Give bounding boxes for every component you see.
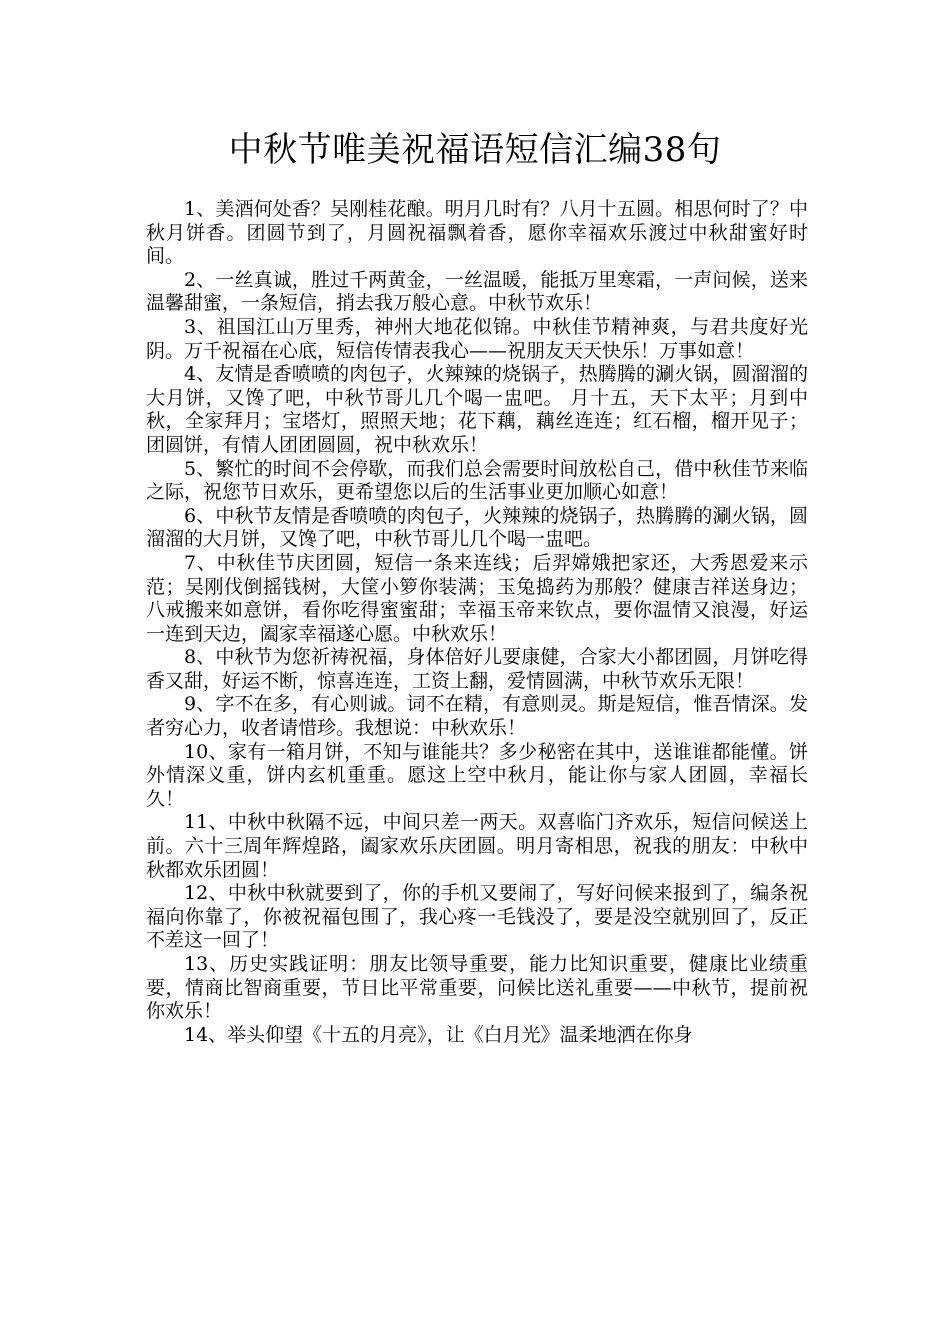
paragraph: 12、中秋中秋就要到了，你的手机又要闹了，写好问候来报到了，编条祝福向你靠了，你被祝福包围了，我心疼一毛钱没了，要是没空就别回了，反正不差这一回了！ [146, 882, 808, 952]
paragraph: 3、祖国江山万里秀，神州大地花似锦。中秋佳节精神爽，与君共度好光阴。万千祝福在心底，短信传情表我心——祝朋友天天快乐！万事如意！ [146, 315, 808, 362]
paragraph: 14、举头仰望《十五的月亮》，让《白月光》温柔地洒在你身 [184, 1023, 693, 1046]
paragraph: 1、美酒何处香？吴刚桂花酿。明月几时有？八月十五圆。相思何时了？中秋月饼香。团圆节到了，月圆祝福飘着香，愿你幸福欢乐渡过中秋甜蜜好时间。 [146, 198, 808, 268]
paragraph: 13、历史实践证明：朋友比领导重要，能力比知识重要，健康比业绩重要，情商比智商重要，节日比平常重要，问候比送礼重要——中秋节，提前祝你欢乐！ [146, 953, 808, 1023]
paragraph: 4、友情是香喷喷的肉包子，火辣辣的烧锅子，热腾腾的涮火锅，圆溜溜的大月饼，又馋了吧，中秋节哥儿几个喝一盅吧。 月十五，天下太平；月到中秋，全家拜月；宝塔灯，照照天地；花下藕，藕丝连连；红石榴，榴开见子；团圆饼，有情人团团圆圆，祝中秋欢乐！ [146, 363, 808, 456]
paragraph: 8、中秋节为您祈祷祝福，身体倍好儿要康健，合家大小都团圆，月饼吃得香又甜，好运不断，惊喜连连，工资上翻，爱情圆满，中秋节欢乐无限！ [146, 646, 808, 692]
paragraph: 11、中秋中秋隔不远，中间只差一两天。双喜临门齐欢乐，短信问候送上前。六十三周年辉煌路，阖家欢乐庆团圆。明月寄相思，祝我的朋友：中秋中秋都欢乐团圆！ [146, 811, 808, 881]
document-body [146, 198, 808, 1047]
paragraph: 5、繁忙的时间不会停歇，而我们总会需要时间放松自己，借中秋佳节来临之际，祝您节日欢乐，更希望您以后的生活事业更加顺心如意！ [146, 457, 808, 504]
paragraph: 7、中秋佳节庆团圆，短信一条来连线；后羿嫦娥把家还，大秀恩爱来示范；吴刚伐倒摇钱树，大筐小箩你装满；玉兔捣药为那般？健康吉祥送身边；八戒搬来如意饼，看你吃得蜜蜜甜；幸福玉帝来钦点，要你温情又浪漫，好运一连到天边，阖家幸福遂心愿。中秋欢乐！ [146, 551, 808, 645]
paragraph: 6、中秋节友情是香喷喷的肉包子，火辣辣的烧锅子，热腾腾的涮火锅，圆溜溜的大月饼，又馋了吧，中秋节哥儿几个喝一盅吧。 [146, 504, 808, 551]
paragraph: 10、家有一箱月饼，不知与谁能共？多少秘密在其中，送谁谁都能懂。饼外情深义重，饼内玄机重重。愿这上空中秋月，能让你与家人团圆，幸福长久！ [146, 740, 808, 810]
document-title: 中秋节唯美祝福语短信汇编38句 [228, 130, 722, 170]
paragraph: 9、字不在多，有心则诚。词不在精，有意则灵。斯是短信，惟吾情深。发者穷心力，收者请惜珍。我想说：中秋欢乐！ [146, 693, 808, 740]
paragraph: 2、一丝真诚，胜过千两黄金，一丝温暖，能抵万里寒霜，一声问候，送来温馨甜蜜，一条短信，捎去我万般心意。中秋节欢乐！ [146, 268, 808, 315]
